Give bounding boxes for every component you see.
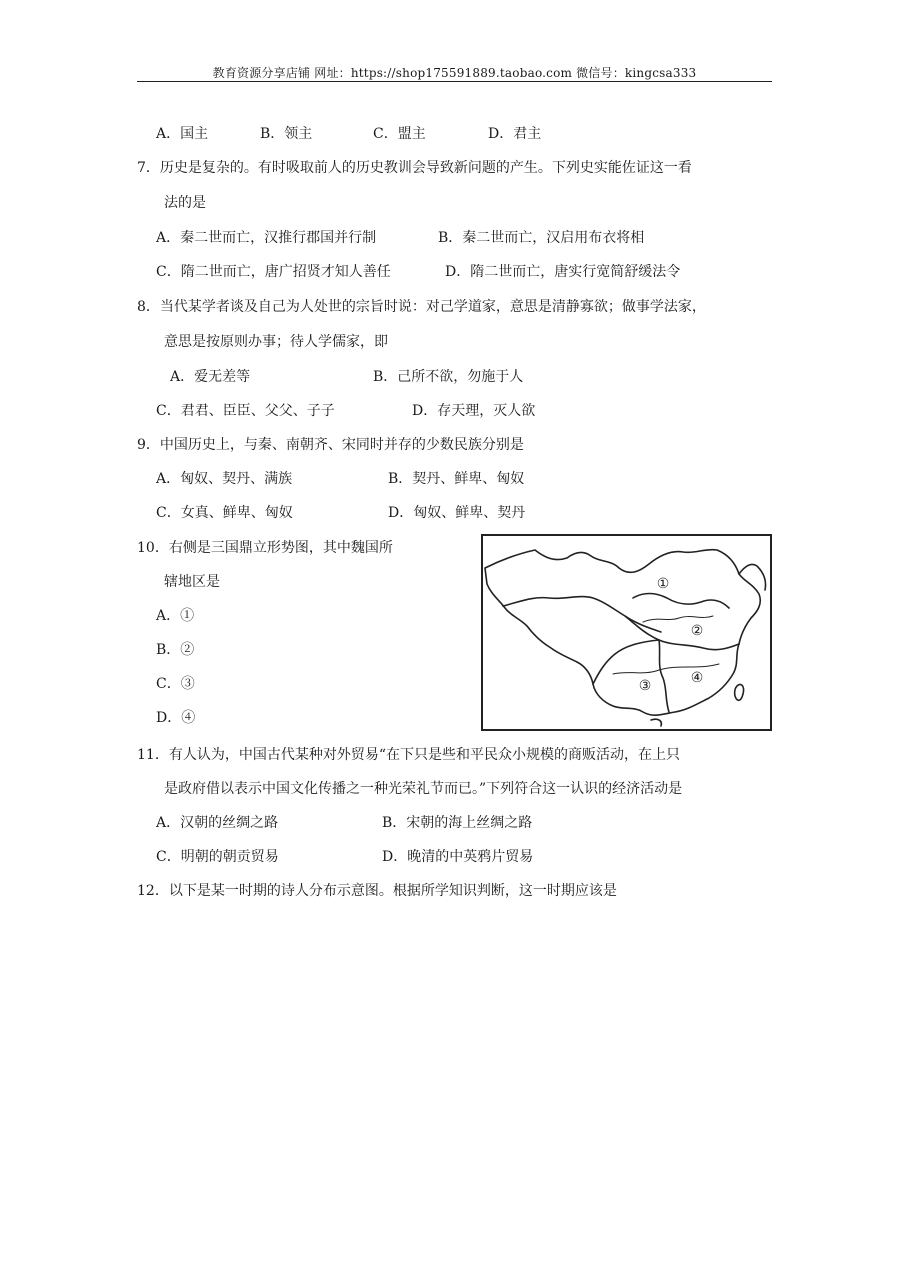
q9-stem: 9．中国历史上，与秦、南朝齐、宋同时并存的少数民族分别是 — [137, 437, 524, 453]
q7-option-d: D．隋二世而亡，唐实行宽简舒缓法令 — [445, 264, 681, 280]
map-north-boundary — [633, 594, 729, 609]
map-river-yellow — [643, 616, 713, 622]
q11-stem-line1: 11．有人认为，中国古代某种对外贸易“在下只是些和平民众小规模的商贩活动，在上只 — [137, 747, 680, 763]
q8-stem-line2: 意思是按原则办事；待人学儒家，即 — [164, 334, 388, 350]
map-label-4: ④ — [690, 670, 704, 686]
q8-option-c: C．君君、臣臣、父父、子子 — [156, 403, 335, 419]
q10-stem-line2: 辖地区是 — [164, 574, 220, 590]
map-outline — [485, 550, 760, 716]
map-label-3: ③ — [638, 678, 652, 694]
q8-option-a: A．爱无差等 — [170, 369, 251, 385]
q6-option-b: B．领主 — [260, 126, 313, 142]
q9-option-b: B．契丹、鲜卑、匈奴 — [388, 471, 525, 487]
map-label-2: ② — [690, 623, 704, 639]
q6-option-a: A．国主 — [156, 126, 209, 142]
q9-option-a: A．匈奴、契丹、满族 — [156, 471, 293, 487]
q12-stem: 12．以下是某一时期的诗人分布示意图。根据所学知识判断，这一时期应该是 — [137, 883, 617, 899]
q11-option-c: C．明朝的朝贡贸易 — [156, 849, 279, 865]
map-wei-south-boundary — [625, 616, 739, 650]
q6-option-d: D．君主 — [488, 126, 542, 142]
q11-stem-line2: 是政府借以表示中国文化传播之一种光荣礼节而已。”下列符合这一认识的经济活动是 — [164, 781, 683, 797]
q6-option-c: C．盟主 — [373, 126, 426, 142]
q11-option-a: A．汉朝的丝绸之路 — [156, 815, 279, 831]
q7-option-a: A．秦二世而亡，汉推行郡国并行制 — [156, 230, 377, 246]
q9-option-d: D．匈奴、鲜卑、契丹 — [388, 505, 526, 521]
page-header: 教育资源分享店铺 网址：https://shop175591889.taobao.com 微信号：kingcsa333 — [212, 66, 697, 80]
q8-option-b: B．己所不欲，勿施于人 — [373, 369, 524, 385]
q10-option-d: D．④ — [156, 710, 196, 726]
q7-stem-line2: 法的是 — [164, 195, 206, 211]
map-shu-wu-boundary — [659, 640, 669, 712]
map-island-taiwan — [735, 684, 744, 700]
q10-option-b: B．② — [156, 642, 195, 658]
q7-option-c: C．隋二世而亡，唐广招贤才知人善任 — [156, 264, 391, 280]
q9-option-c: C．女真、鲜卑、匈奴 — [156, 505, 293, 521]
map-island-hainan — [651, 719, 661, 726]
q10-stem-line1: 10．右侧是三国鼎立形势图，其中魏国所 — [137, 540, 393, 556]
q8-option-d: D．存天理，灭人欲 — [412, 403, 536, 419]
q7-stem-line1: 7．历史是复杂的。有时吸取前人的历史教训会导致新问题的产生。下列史实能佐证这一看 — [137, 160, 692, 176]
q10-option-c: C．③ — [156, 676, 195, 692]
map-label-1: ① — [656, 576, 670, 592]
q11-option-b: B．宋朝的海上丝绸之路 — [382, 815, 533, 831]
header-rule — [137, 81, 772, 82]
three-kingdoms-map — [481, 534, 772, 731]
q11-option-d: D．晚清的中英鸦片贸易 — [382, 849, 534, 865]
q10-option-a: A．① — [156, 608, 195, 624]
q8-stem-line1: 8．当代某学者谈及自己为人处世的宗旨时说：对己学道家，意思是清静寡欲；做事学法家， — [137, 299, 706, 315]
q7-option-b: B．秦二世而亡，汉启用布衣将相 — [438, 230, 645, 246]
